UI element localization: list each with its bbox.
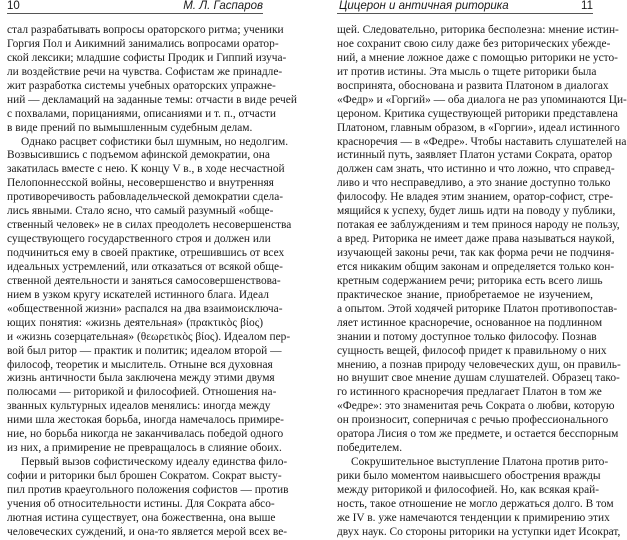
text-line: философ, теоретик и мыслитель. Отныне вся духовная — [7, 358, 273, 371]
text-line: философу. Не владея этим знанием, оратор-софист, стре- — [337, 191, 614, 204]
text-line: жизнь античности была заключена между этими двумя — [7, 372, 275, 385]
text-line: ние, но борьба никогда не заканчивалась победой одного — [7, 428, 284, 441]
text-line: подчиниться ему в своей практике, отрешившись от всех — [7, 247, 285, 259]
right-page — [337, 0, 627, 538]
text-line: Горгия Пол и Аикимний занимались вопросами оратор- — [7, 37, 279, 50]
running-title: Цицерон и античная риторика — [339, 0, 509, 12]
text-line: лютная истина существует, она божественна, она выше — [7, 511, 276, 524]
left-page — [7, 0, 297, 538]
running-title: М. Л. Гаспаров — [183, 0, 263, 12]
text-line: учения об относительности истины. Для Сократа абсо- — [7, 497, 275, 510]
text-line: Платоном, главным образом, в «Горгии», идеал истинного — [337, 121, 620, 134]
text-line: «общественной жизни» распался на два взаимоисключа- — [7, 302, 283, 315]
text-line: должен сам знать, что истинно и что ложно, что справед- — [337, 163, 615, 176]
text-line: ливо и что несправедливо, а это знание доступно только — [337, 177, 611, 190]
text-line: а вред. Риторика не имеет даже права называться наукой, — [337, 233, 615, 246]
body-text-right — [337, 24, 627, 540]
text-line: Первый вызов софистическому идеалу единства фило- — [21, 456, 288, 469]
text-line: рики было моментом наивысшего обострения вражды — [337, 470, 601, 482]
text-line: человеческих суждений, и она-то является мерой всех ве- — [7, 525, 288, 538]
text-line: «Федре»: это знаменитая речь Сократа о любви, которую — [337, 400, 615, 413]
text-line: и «жизнь созерцательная» (θεωρετικὸς βίος). Идеалом пер- — [7, 330, 291, 343]
text-line: но внушит свое мнение душам слушателей. Образец тако- — [337, 372, 620, 385]
text-line: же IV в. уже намечаются тенденции к примирению этих — [337, 511, 610, 524]
text-line: сущность вещей, философ придет к правильному о них — [337, 344, 607, 357]
text-line: го истинного красноречия предлагает Платон в том же — [337, 386, 602, 399]
text-line: ственной деятельности и заняться самосовершенствова- — [7, 274, 281, 287]
text-line: Однако расцвет софистики был шумным, но недолгим. — [21, 135, 289, 148]
text-line: ное сохранит свою силу даже без риторических убежде- — [337, 37, 611, 50]
text-line: воспринята, обоснована и развита Платоном в диалогах — [337, 79, 609, 92]
text-line: закатилась вместе с нею. К концу V в., в ходе несчастной — [7, 163, 285, 176]
text-line: он произносит, соперничая с речью профессионального — [337, 414, 609, 427]
text-line: существующего государственного строя и должен или — [7, 233, 271, 246]
text-line: ляет истинное красноречие, основанное на подлинном — [337, 316, 603, 329]
text-line: из них, а примирение не превращалось в слияние обоих. — [7, 442, 282, 455]
text-line: красноречия — в «Федре». Чтобы наставить слушателей на — [337, 135, 627, 148]
text-line: ется никаким общим законам и определяется только кон- — [337, 260, 615, 273]
text-line: ли воздействие речи на чувства. Софистам же принадле- — [7, 65, 283, 78]
text-line: стал разрабатывать вопросы ораторского ритма; ученики — [7, 24, 284, 36]
text-line: оратора Лисия о том же предмете, и остается бесспорным — [337, 428, 619, 441]
text-line: Возвысившись с подъемом афинской демократии, она — [7, 149, 270, 162]
text-line: Пелопоннесской войны, несовершенство и внутренняя — [7, 177, 274, 190]
text-line: изучающей законы речи, так как форма речи не подчиня- — [337, 247, 615, 259]
text-line: с похвалами, порицаниями, описаниями и т. п., отчасти — [7, 107, 276, 120]
text-line: нием в узком кругу искателей истинного блага. Идеал — [7, 288, 269, 301]
text-line: между риторикой и философией. Но, как всякая край- — [337, 483, 600, 496]
text-line: цероном. Критика существующей риторики представлена — [337, 107, 618, 120]
text-line: идеальных устремлений, или отказаться от всякой обще- — [7, 260, 283, 273]
text-line: софии и риторики был брошен Сократом. Сократ высту- — [7, 470, 282, 482]
text-line: победителем. — [337, 442, 403, 455]
body-text-left — [7, 24, 297, 540]
text-line: полюсами — риторикой и философией. Отношения на- — [7, 386, 277, 399]
page-number: 10 — [7, 0, 20, 12]
text-line: мящийся к успеху, будет лишь идти на поводу у публики, — [337, 205, 616, 218]
text-line: ской лексики; младшие софисты Продик и Гиппий изуча- — [7, 51, 287, 64]
text-line: ющих понятия: «жизнь деятельная» (πρακτικὸς βίος) — [7, 316, 263, 329]
text-line: «Федр» и «Горгий» — оба диалога не раз упоминаются Ци- — [337, 93, 627, 106]
text-line: ний, а мнение ложное даже с помощью риторики не усто- — [337, 51, 618, 64]
text-line: кретным содержанием речи; риторика есть всего лишь — [337, 274, 603, 287]
text-line: щей. Следовательно, риторика бесполезна: мнение истин- — [337, 24, 619, 36]
text-line: двух наук. Со стороны риторики на уступки идет Исократ, — [337, 525, 621, 538]
text-line: практическое знание, приобретаемое не изучением, — [337, 288, 593, 301]
text-line: жит разработка системы учебных ораторских упражне- — [7, 79, 276, 92]
text-line: Сокрушительное выступление Платона против рито- — [351, 456, 609, 469]
text-line: ит против истины. Эта мысль о тщете риторики была — [337, 65, 597, 78]
text-line: знании и потому доступное только философу. Познав — [337, 330, 597, 343]
text-line: а опытом. Этой ходячей риторике Платон противопостав- — [337, 302, 618, 315]
text-line: вой был ритор — практик и политик; идеалом второй — — [7, 344, 282, 357]
text-line: противоречивость рабовладельческой демократии сдела- — [7, 191, 284, 204]
text-line: пил против краеугольного положения софистов — против — [7, 483, 289, 496]
text-line: в виде прений по вымышленным судебным делам. — [7, 121, 253, 134]
text-line: мнению, а познав природу человеческих душ, он правиль- — [337, 358, 621, 371]
text-line: ними шла жестокая борьба, иногда намечалось примире- — [7, 414, 284, 427]
running-head-left — [7, 0, 263, 14]
text-line: истинный путь, заявляет Платон устами Сократа, оратор — [337, 149, 613, 162]
text-line: ность, такое отношение не могло держаться долго. В том — [337, 497, 614, 510]
text-line: ственный человек» не в силах преодолеть несовершенства — [7, 219, 292, 232]
running-head-right — [337, 0, 593, 14]
text-line: ний — декламаций на заданные темы: отчасти в виде речей — [7, 93, 297, 106]
page-number: 11 — [581, 0, 593, 12]
text-line: лись явными. Стало ясно, что самый разумный «обще- — [7, 205, 274, 218]
text-line: званных культурных идеалов менялись: иногда между — [7, 400, 271, 413]
text-line: потакая ее заблуждениям и тем принося народу не пользу, — [337, 219, 620, 232]
